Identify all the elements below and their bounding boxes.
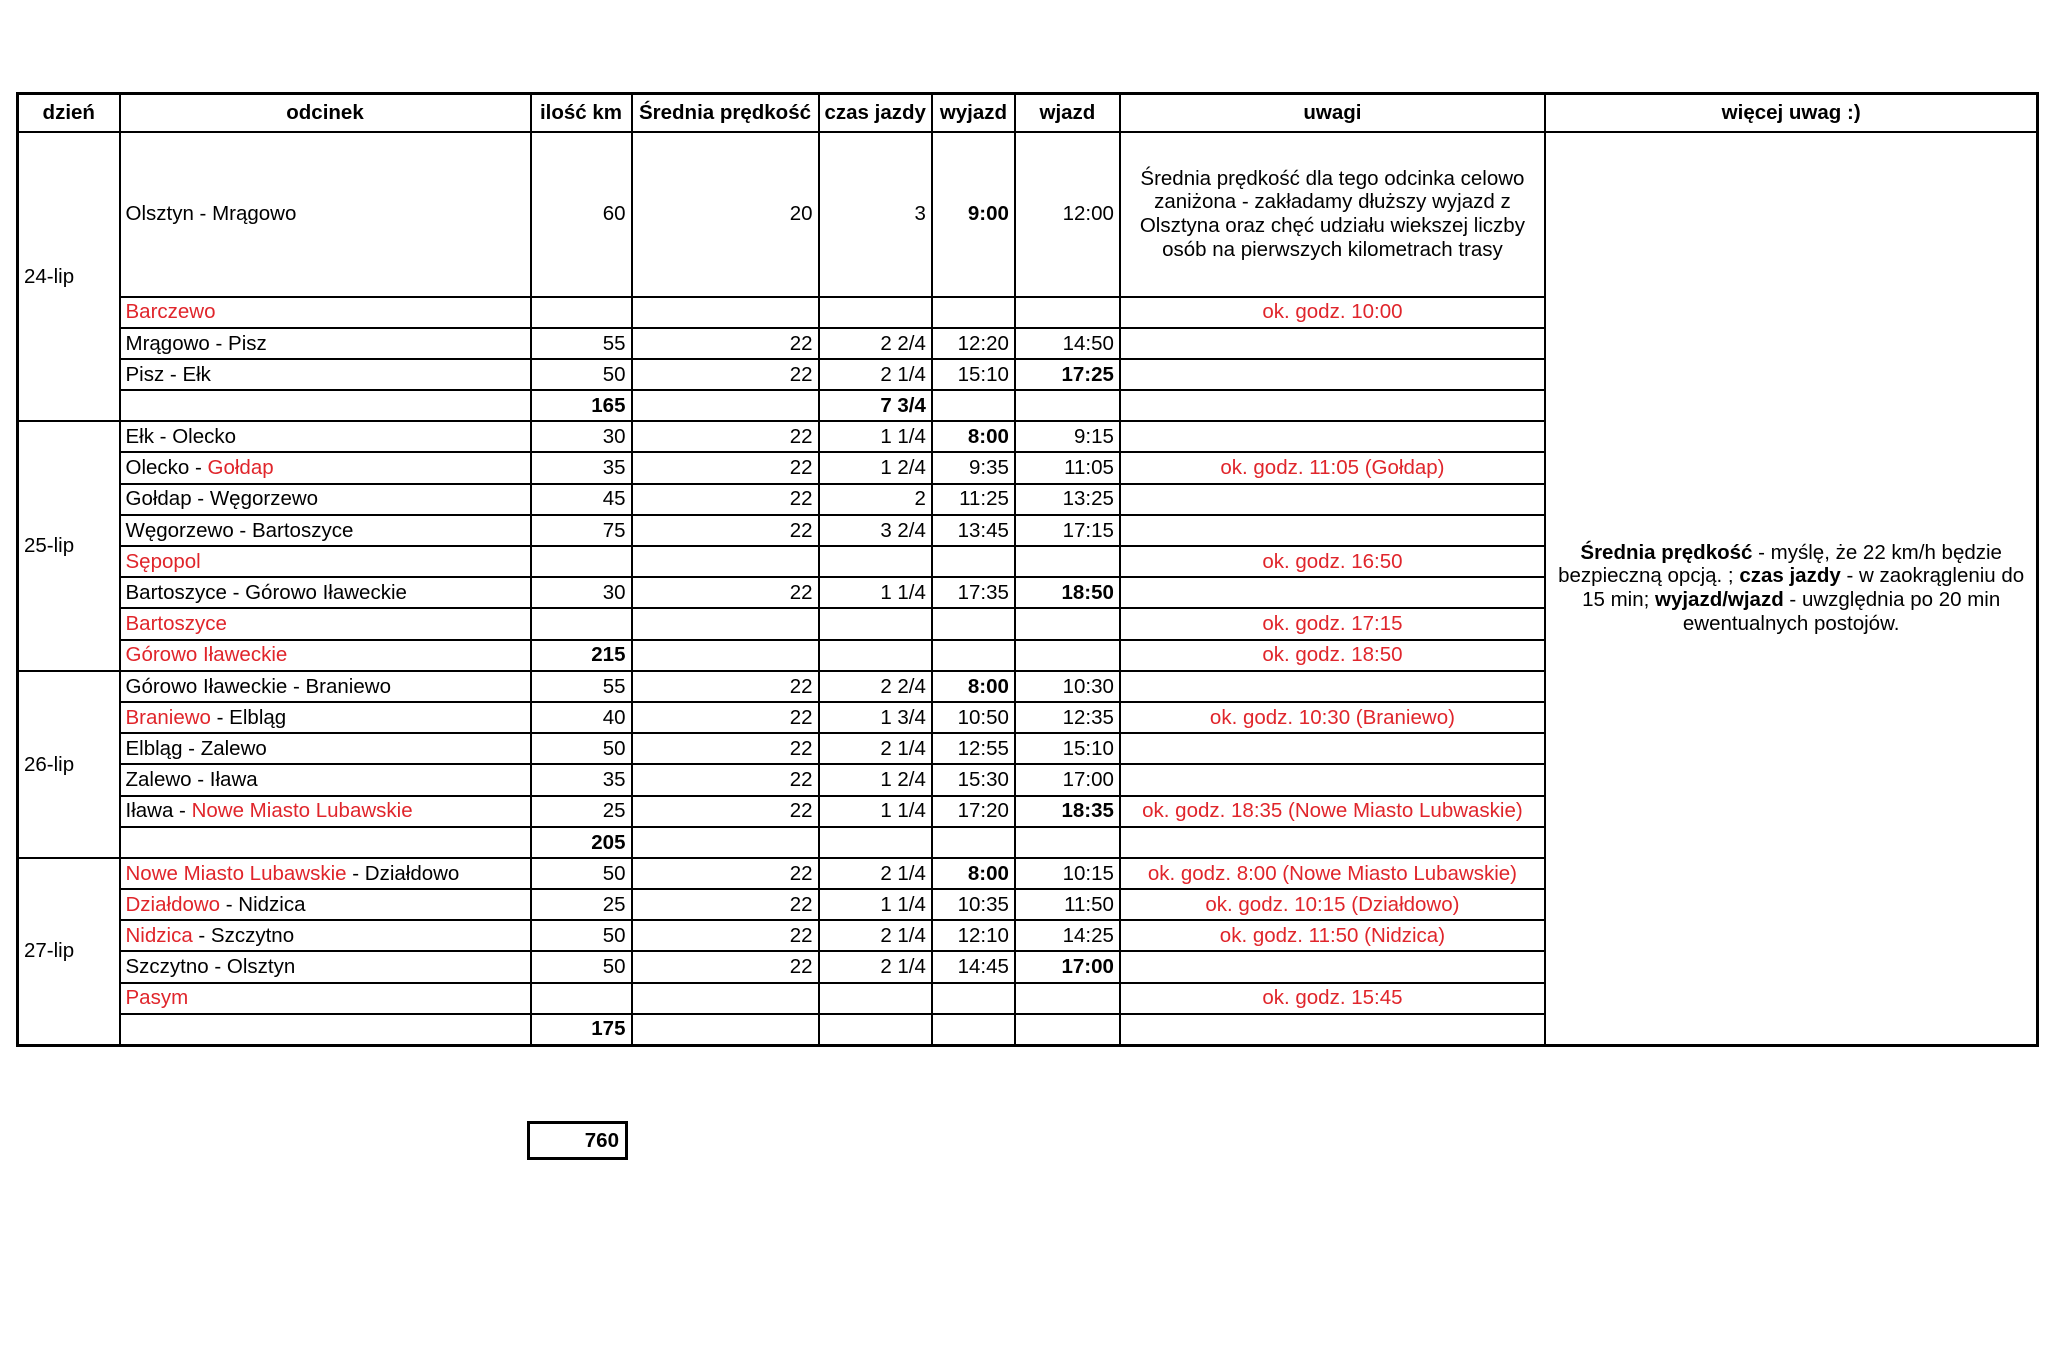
speed-cell: 20 xyxy=(632,132,819,297)
ride-time-cell: 1 2/4 xyxy=(819,452,932,483)
departure-cell: 17:35 xyxy=(932,577,1015,608)
ride-time-cell xyxy=(819,640,932,671)
more-notes-text: - uwzględnia po 20 min ewentualnych postojów. xyxy=(1682,588,2001,635)
arrival-cell xyxy=(1015,640,1120,671)
speed-cell: 22 xyxy=(632,328,819,359)
notes-cell xyxy=(1120,1014,1545,1045)
segment-text: Olsztyn - Mrągowo xyxy=(125,202,297,226)
km-cell: 205 xyxy=(531,827,632,858)
segment-cell xyxy=(120,452,531,483)
segment-cell xyxy=(120,608,531,639)
ride-time-cell: 2 1/4 xyxy=(819,733,932,764)
segment-cell xyxy=(120,484,531,515)
notes-cell: Średnia prędkość dla tego odcinka celowo zaniżona - zakładamy dłuższy wyjazd z Olsztyna oraz chęć udziału wiekszej liczby osób na pierwszych kilometrach trasy xyxy=(1120,132,1545,297)
segment-text: Węgorzewo - Bartoszyce xyxy=(125,518,354,542)
table-row xyxy=(18,132,2038,297)
departure-cell xyxy=(932,640,1015,671)
km-cell xyxy=(531,297,632,328)
day-cell: 27-lip xyxy=(18,858,120,1045)
departure-cell: 14:45 xyxy=(932,951,1015,982)
segment-highlight: Pasym xyxy=(125,986,189,1010)
departure-cell xyxy=(932,1014,1015,1045)
speed-cell xyxy=(632,640,819,671)
day-cell: 24-lip xyxy=(18,132,120,422)
segment-text: Ełk - Olecko xyxy=(125,425,236,449)
speed-cell xyxy=(632,1014,819,1045)
segment-highlight: Górowo Iławeckie xyxy=(125,643,288,667)
notes-cell xyxy=(1120,515,1545,546)
km-cell: 30 xyxy=(531,577,632,608)
notes-cell xyxy=(1120,328,1545,359)
arrival-cell xyxy=(1015,1014,1120,1045)
segment-cell xyxy=(120,297,531,328)
notes-cell xyxy=(1120,951,1545,982)
table-body xyxy=(18,132,2038,1046)
ride-time-cell: 2 1/4 xyxy=(819,858,932,889)
segment-cell xyxy=(120,671,531,702)
segment-cell xyxy=(120,733,531,764)
arrival-cell: 13:25 xyxy=(1015,484,1120,515)
speed-cell: 22 xyxy=(632,733,819,764)
header-more-notes: więcej uwag :) xyxy=(1545,94,2038,132)
notes-cell: ok. godz. 17:15 xyxy=(1120,608,1545,639)
speed-cell: 22 xyxy=(632,920,819,951)
ride-time-cell: 2 1/4 xyxy=(819,359,932,390)
notes-cell: ok. godz. 10:15 (Działdowo) xyxy=(1120,889,1545,920)
speed-cell: 22 xyxy=(632,796,819,827)
arrival-cell: 17:00 xyxy=(1015,764,1120,795)
header-segment: odcinek xyxy=(120,94,531,132)
notes-cell: ok. godz. 8:00 (Nowe Miasto Lubawskie) xyxy=(1120,858,1545,889)
arrival-cell xyxy=(1015,390,1120,421)
segment-text: - Działdowo xyxy=(346,861,460,885)
notes-cell xyxy=(1120,390,1545,421)
km-cell: 50 xyxy=(531,733,632,764)
ride-time-cell: 2 xyxy=(819,484,932,515)
departure-cell: 11:25 xyxy=(932,484,1015,515)
ride-time-cell: 1 2/4 xyxy=(819,764,932,795)
departure-cell xyxy=(932,983,1015,1014)
km-cell: 50 xyxy=(531,858,632,889)
segment-cell xyxy=(120,951,531,982)
notes-cell: ok. godz. 16:50 xyxy=(1120,546,1545,577)
speed-cell: 22 xyxy=(632,889,819,920)
departure-cell: 8:00 xyxy=(932,858,1015,889)
departure-cell: 13:45 xyxy=(932,515,1015,546)
departure-cell: 12:55 xyxy=(932,733,1015,764)
km-cell: 165 xyxy=(531,390,632,421)
arrival-cell xyxy=(1015,546,1120,577)
arrival-cell: 14:25 xyxy=(1015,920,1120,951)
km-cell: 30 xyxy=(531,421,632,452)
header-day: dzień xyxy=(18,94,120,132)
speed-cell xyxy=(632,390,819,421)
segment-text: - Szczytno xyxy=(192,924,295,948)
more-notes-term: wyjazd/wjazd xyxy=(1655,588,1784,611)
segment-text: Szczytno - Olsztyn xyxy=(125,955,296,979)
ride-time-cell: 1 1/4 xyxy=(819,577,932,608)
departure-cell: 9:00 xyxy=(932,132,1015,297)
segment-cell xyxy=(120,827,531,858)
notes-cell: ok. godz. 10:00 xyxy=(1120,297,1545,328)
segment-cell xyxy=(120,546,531,577)
departure-cell xyxy=(932,546,1015,577)
km-cell: 50 xyxy=(531,359,632,390)
km-cell: 55 xyxy=(531,671,632,702)
segment-cell xyxy=(120,132,531,297)
notes-cell xyxy=(1120,733,1545,764)
segment-cell xyxy=(120,577,531,608)
speed-cell xyxy=(632,297,819,328)
arrival-cell: 10:15 xyxy=(1015,858,1120,889)
ride-time-cell xyxy=(819,827,932,858)
segment-cell xyxy=(120,764,531,795)
arrival-cell: 11:05 xyxy=(1015,452,1120,483)
arrival-cell xyxy=(1015,827,1120,858)
segment-text: Gołdap - Węgorzewo xyxy=(125,487,319,511)
km-cell: 25 xyxy=(531,796,632,827)
segment-highlight: Braniewo xyxy=(125,705,211,729)
km-cell: 40 xyxy=(531,702,632,733)
departure-cell: 12:20 xyxy=(932,328,1015,359)
speed-cell: 22 xyxy=(632,359,819,390)
arrival-cell: 18:35 xyxy=(1015,796,1120,827)
header-km: ilość km xyxy=(531,94,632,132)
header-departure: wyjazd xyxy=(932,94,1015,132)
grand-total-km: 760 xyxy=(527,1121,628,1160)
km-cell: 50 xyxy=(531,951,632,982)
departure-cell: 10:35 xyxy=(932,889,1015,920)
notes-cell: ok. godz. 18:50 xyxy=(1120,640,1545,671)
speed-cell: 22 xyxy=(632,484,819,515)
speed-cell: 22 xyxy=(632,671,819,702)
header-ride-time: czas jazdy xyxy=(819,94,932,132)
header-arrival: wjazd xyxy=(1015,94,1120,132)
km-cell: 25 xyxy=(531,889,632,920)
notes-cell xyxy=(1120,764,1545,795)
ride-time-cell: 1 1/4 xyxy=(819,796,932,827)
segment-cell xyxy=(120,359,531,390)
header-avg-speed: Średnia prędkość xyxy=(632,94,819,132)
ride-time-cell: 2 1/4 xyxy=(819,920,932,951)
header-notes: uwagi xyxy=(1120,94,1545,132)
segment-cell xyxy=(120,920,531,951)
speed-cell: 22 xyxy=(632,452,819,483)
ride-time-cell xyxy=(819,297,932,328)
arrival-cell: 12:00 xyxy=(1015,132,1120,297)
ride-time-cell: 2 1/4 xyxy=(819,951,932,982)
notes-cell: ok. godz. 11:05 (Gołdap) xyxy=(1120,452,1545,483)
km-cell xyxy=(531,546,632,577)
segment-highlight: Bartoszyce xyxy=(125,612,227,636)
arrival-cell: 10:30 xyxy=(1015,671,1120,702)
segment-text: - Nidzica xyxy=(220,892,306,916)
segment-cell xyxy=(120,328,531,359)
km-cell: 55 xyxy=(531,328,632,359)
segment-highlight: Działdowo xyxy=(125,892,221,916)
ride-time-cell: 1 3/4 xyxy=(819,702,932,733)
more-notes-term: Średnia prędkość xyxy=(1580,540,1753,564)
segment-cell xyxy=(120,889,531,920)
segment-text: Zalewo - Iława xyxy=(125,768,258,792)
arrival-cell xyxy=(1015,297,1120,328)
segment-cell xyxy=(120,390,531,421)
notes-cell: ok. godz. 11:50 (Nidzica) xyxy=(1120,920,1545,951)
ride-time-cell: 3 2/4 xyxy=(819,515,932,546)
segment-highlight: Nowe Miasto Lubawskie xyxy=(191,799,413,823)
speed-cell: 22 xyxy=(632,515,819,546)
notes-cell xyxy=(1120,421,1545,452)
departure-cell: 10:50 xyxy=(932,702,1015,733)
ride-time-cell: 1 1/4 xyxy=(819,889,932,920)
segment-cell xyxy=(120,796,531,827)
segment-text: Elbląg - Zalewo xyxy=(125,736,267,760)
departure-cell: 15:30 xyxy=(932,764,1015,795)
departure-cell xyxy=(932,827,1015,858)
segment-cell xyxy=(120,983,531,1014)
speed-cell: 22 xyxy=(632,577,819,608)
arrival-cell: 9:15 xyxy=(1015,421,1120,452)
more-notes-term: czas jazdy xyxy=(1739,564,1841,588)
arrival-cell: 17:25 xyxy=(1015,359,1120,390)
day-cell: 25-lip xyxy=(18,421,120,671)
departure-cell xyxy=(932,297,1015,328)
departure-cell: 12:10 xyxy=(932,920,1015,951)
route-schedule-table xyxy=(16,92,2039,1047)
segment-text: Iława - xyxy=(125,799,192,823)
km-cell: 50 xyxy=(531,920,632,951)
arrival-cell: 17:00 xyxy=(1015,951,1120,982)
speed-cell: 22 xyxy=(632,702,819,733)
ride-time-cell xyxy=(819,546,932,577)
km-cell xyxy=(531,608,632,639)
speed-cell: 22 xyxy=(632,421,819,452)
speed-cell xyxy=(632,546,819,577)
arrival-cell: 15:10 xyxy=(1015,733,1120,764)
header-row xyxy=(18,94,2038,132)
arrival-cell: 18:50 xyxy=(1015,577,1120,608)
segment-text: Bartoszyce - Górowo Iławeckie xyxy=(125,581,407,604)
km-cell: 75 xyxy=(531,515,632,546)
segment-highlight: Nowe Miasto Lubawskie xyxy=(125,861,347,885)
ride-time-cell: 7 3/4 xyxy=(819,390,932,421)
more-notes-text: - myślę, że 22 km/h będzie bezpieczną opcją. ; xyxy=(1558,540,2002,588)
day-cell: 26-lip xyxy=(18,671,120,858)
more-notes-text: - w zaokrągleniu do 15 min; xyxy=(1582,564,2025,611)
arrival-cell xyxy=(1015,983,1120,1014)
ride-time-cell: 3 xyxy=(819,132,932,297)
arrival-cell xyxy=(1015,608,1120,639)
departure-cell: 15:10 xyxy=(932,359,1015,390)
segment-text: Górowo Iławeckie - Braniewo xyxy=(125,674,391,698)
notes-cell xyxy=(1120,671,1545,702)
segment-text: - Elbląg xyxy=(210,705,287,729)
notes-cell xyxy=(1120,577,1545,608)
segment-highlight: Barczewo xyxy=(125,300,216,324)
ride-time-cell: 2 2/4 xyxy=(819,671,932,702)
km-cell: 45 xyxy=(531,484,632,515)
ride-time-cell xyxy=(819,608,932,639)
km-cell: 35 xyxy=(531,452,632,483)
departure-cell xyxy=(932,390,1015,421)
arrival-cell: 11:50 xyxy=(1015,889,1120,920)
departure-cell: 9:35 xyxy=(932,452,1015,483)
segment-cell xyxy=(120,1014,531,1045)
departure-cell: 8:00 xyxy=(932,421,1015,452)
notes-cell: ok. godz. 18:35 (Nowe Miasto Lubwaskie) xyxy=(1120,796,1545,827)
ride-time-cell: 2 2/4 xyxy=(819,328,932,359)
speed-cell: 22 xyxy=(632,764,819,795)
segment-highlight: Gołdap xyxy=(207,456,274,480)
notes-cell xyxy=(1120,484,1545,515)
departure-cell: 17:20 xyxy=(932,796,1015,827)
ride-time-cell xyxy=(819,983,932,1014)
speed-cell xyxy=(632,608,819,639)
segment-cell xyxy=(120,858,531,889)
km-cell: 60 xyxy=(531,132,632,297)
notes-cell xyxy=(1120,827,1545,858)
ride-time-cell xyxy=(819,1014,932,1045)
speed-cell: 22 xyxy=(632,951,819,982)
segment-highlight: Nidzica xyxy=(125,924,193,948)
segment-cell xyxy=(120,702,531,733)
departure-cell: 8:00 xyxy=(932,671,1015,702)
more-notes-cell xyxy=(1545,132,2038,1046)
speed-cell xyxy=(632,983,819,1014)
segment-text: Pisz - Ełk xyxy=(125,362,211,386)
speed-cell xyxy=(632,827,819,858)
notes-cell: ok. godz. 10:30 (Braniewo) xyxy=(1120,702,1545,733)
segment-text: Mrągowo - Pisz xyxy=(125,331,267,355)
km-cell: 35 xyxy=(531,764,632,795)
arrival-cell: 14:50 xyxy=(1015,328,1120,359)
km-cell: 215 xyxy=(531,640,632,671)
departure-cell xyxy=(932,608,1015,639)
arrival-cell: 17:15 xyxy=(1015,515,1120,546)
segment-cell xyxy=(120,421,531,452)
speed-cell: 22 xyxy=(632,858,819,889)
notes-cell: ok. godz. 15:45 xyxy=(1120,983,1545,1014)
segment-cell xyxy=(120,640,531,671)
arrival-cell: 12:35 xyxy=(1015,702,1120,733)
segment-highlight: Sępopol xyxy=(125,549,201,573)
km-cell: 175 xyxy=(531,1014,632,1045)
notes-cell xyxy=(1120,359,1545,390)
ride-time-cell: 1 1/4 xyxy=(819,421,932,452)
segment-cell xyxy=(120,515,531,546)
km-cell xyxy=(531,983,632,1014)
segment-text: Olecko - xyxy=(125,456,208,480)
